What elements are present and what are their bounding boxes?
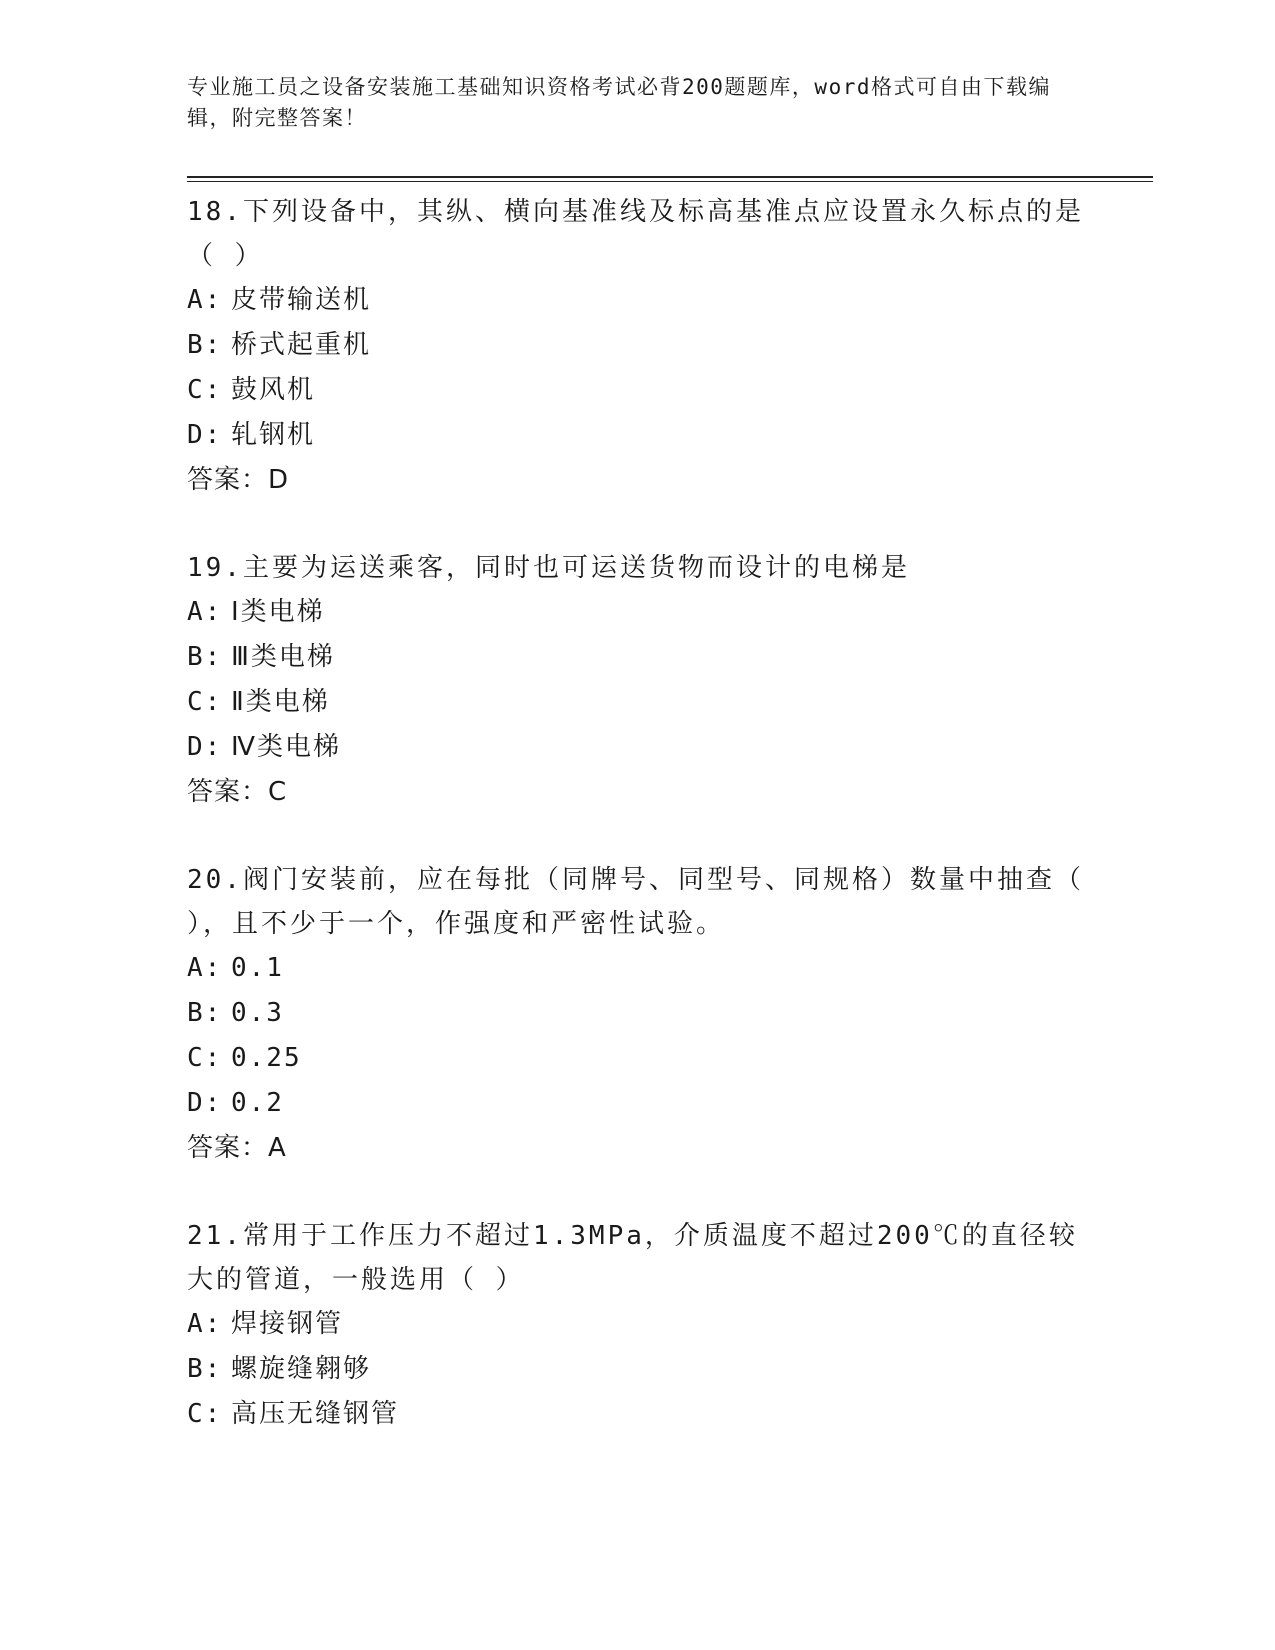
option-text: 螺旋缝翱够 (231, 1354, 372, 1384)
option-letter: B: (187, 642, 223, 672)
option-c (187, 680, 1087, 725)
option-d (187, 413, 1087, 458)
header-divider-thick (187, 176, 1153, 178)
option-a (187, 278, 1087, 323)
option-text: 高压无缝钢管 (231, 1399, 400, 1429)
option-letter: A: (187, 285, 223, 315)
option-d (187, 725, 1087, 770)
option-text: Ⅳ类电梯 (231, 732, 341, 762)
option-text: 鼓风机 (231, 375, 316, 405)
question-stem: 20.阀门安装前，应在每批（同牌号、同型号、同规格）数量中抽查（ ），且不少于一个，作强度和严密性试验。 (187, 865, 1084, 939)
option-text: Ⅱ类电梯 (231, 687, 330, 717)
option-letter: C: (187, 1043, 223, 1073)
question-19 (187, 546, 1087, 815)
question-stem: 21.常用于工作压力不超过1.3MPa，介质温度不超过200℃的直径较大的管道，一般选用（ ） (187, 1221, 1078, 1295)
option-c (187, 1036, 1087, 1081)
option-b (187, 991, 1087, 1036)
option-letter: D: (187, 732, 223, 762)
option-letter: A: (187, 1309, 223, 1339)
option-text: Ⅲ类电梯 (231, 642, 335, 672)
question-18 (187, 190, 1087, 503)
option-text: 0.25 (231, 1043, 302, 1073)
option-b (187, 1347, 1087, 1392)
header-divider-thin (187, 181, 1153, 182)
question-stem: 19.主要为运送乘客，同时也可运送货物而设计的电梯是 (187, 553, 910, 583)
option-a (187, 946, 1087, 991)
option-text: 皮带输送机 (231, 285, 372, 315)
option-text: 焊接钢管 (231, 1309, 344, 1339)
option-a (187, 590, 1087, 635)
option-c (187, 368, 1087, 413)
answer-line: 答案：C (187, 777, 288, 807)
option-letter: D: (187, 1088, 223, 1118)
option-letter: D: (187, 420, 223, 450)
question-list (187, 190, 1087, 1480)
option-a (187, 1302, 1087, 1347)
question-21 (187, 1214, 1087, 1437)
option-b (187, 635, 1087, 680)
option-b (187, 323, 1087, 368)
option-text: 桥式起重机 (231, 330, 372, 360)
option-letter: B: (187, 330, 223, 360)
option-text: Ⅰ类电梯 (231, 597, 325, 627)
option-letter: B: (187, 1354, 223, 1384)
answer-line: 答案：D (187, 465, 290, 495)
option-text: 0.1 (231, 953, 284, 983)
option-text: 0.2 (231, 1088, 284, 1118)
question-20 (187, 858, 1087, 1171)
option-letter: A: (187, 953, 223, 983)
option-letter: B: (187, 998, 223, 1028)
option-text: 0.3 (231, 998, 284, 1028)
option-c (187, 1392, 1087, 1437)
option-text: 轧钢机 (231, 420, 316, 450)
option-letter: A: (187, 597, 223, 627)
option-letter: C: (187, 687, 223, 717)
question-stem: 18.下列设备中，其纵、横向基准线及标高基准点应设置永久标点的是（ ） (187, 197, 1084, 271)
option-letter: C: (187, 1399, 223, 1429)
option-d (187, 1081, 1087, 1126)
document-header: 专业施工员之设备安装施工基础知识资格考试必背200题题库，word格式可自由下载编辑，附完整答案！ (187, 75, 1051, 130)
option-letter: C: (187, 375, 223, 405)
answer-line: 答案：A (187, 1133, 287, 1163)
